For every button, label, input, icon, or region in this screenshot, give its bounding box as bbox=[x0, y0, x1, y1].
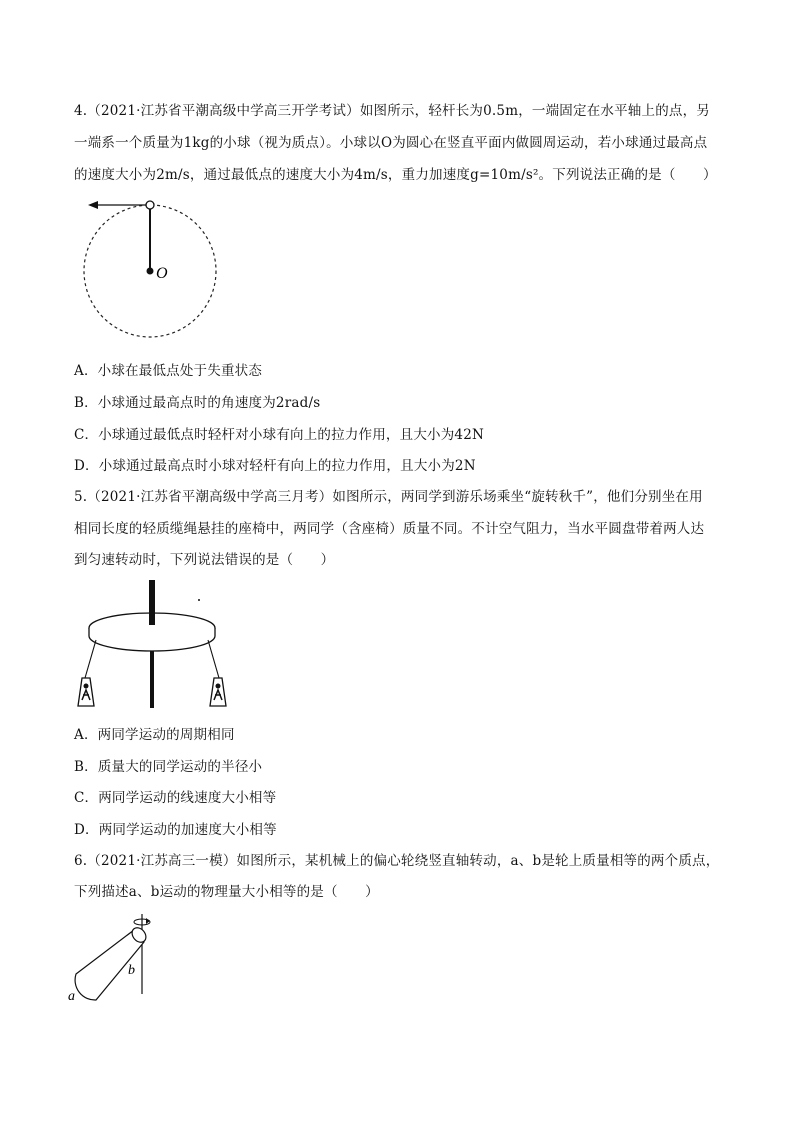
q5-stem-line-2: 相同长度的轻质缆绳悬挂的座椅中，两同学（含座椅）质量不同。不计空气阻力，当水平圆盘带着两人达 bbox=[74, 521, 705, 537]
left-seat bbox=[78, 678, 94, 706]
right-cable bbox=[208, 640, 219, 678]
pivot-point-o bbox=[147, 268, 154, 275]
q5-option-d: D．两同学运动的加速度大小相等 bbox=[74, 822, 277, 838]
axis-top bbox=[149, 580, 155, 625]
q5-option-c: C．两同学运动的线速度大小相等 bbox=[74, 790, 277, 806]
q4-stem-line-1: 4.（2021·江苏省平潮高级中学高三开学考试）如图所示，轻杆长为0.5m，一端固定在水平轴上的点，另 bbox=[74, 103, 710, 119]
q6-stem-line-2: 下列描述a、b运动的物理量大小相等的是（ ） bbox=[74, 884, 379, 900]
q6-stem-line-1: 6.（2021·江苏高三一模）如图所示，某机械上的偏心轮绕竖直轴转动，a、b是轮上质量相等的两个质点， bbox=[74, 853, 720, 869]
q5-stem-line-1: 5.（2021·江苏省平潮高级中学高三月考）如图所示，两同学到游乐场乘坐“旋转秋千”，他们分别坐在用 bbox=[74, 489, 703, 505]
disk-rim bbox=[89, 628, 215, 651]
label-b: b bbox=[128, 963, 135, 978]
q4-option-b: B．小球通过最高点时的角速度为2rad/s bbox=[74, 395, 321, 411]
q4-stem-line-2: 一端系一个质量为1kg的小球（视为质点）。小球以O为圆心在竖直平面内做圆周运动，若小球通过最高点 bbox=[74, 135, 708, 151]
q4-option-d: D．小球通过最高点时小球对轻杆有向上的拉力作用，且大小为2N bbox=[74, 458, 476, 474]
speck bbox=[198, 599, 200, 601]
q5-option-b: B．质量大的同学运动的半径小 bbox=[74, 759, 263, 775]
q6-figure-eccentric-wheel bbox=[66, 912, 166, 1007]
q5-option-a: A．两同学运动的周期相同 bbox=[74, 727, 235, 743]
q4-option-a: A．小球在最低点处于失重状态 bbox=[74, 363, 263, 379]
arrow-head-icon bbox=[88, 201, 98, 209]
q5-stem-line-3: 到匀速转动时，下列说法错误的是（ ） bbox=[74, 552, 335, 568]
ball bbox=[146, 201, 154, 209]
q4-figure-circle-rod bbox=[80, 195, 225, 345]
q5-figure-swing-ride bbox=[72, 578, 232, 713]
q4-option-c: C．小球通过最低点时轻杆对小球有向上的拉力作用，且大小为42N bbox=[74, 427, 485, 443]
left-cable bbox=[85, 640, 96, 678]
q4-stem-line-3: 的速度大小为2m/s，通过最低点的速度大小为4m/s，重力加速度g=10m/s²。下列说法正确的是（ ） bbox=[74, 167, 717, 183]
label-a: a bbox=[68, 989, 75, 1004]
right-seat bbox=[210, 678, 226, 706]
label-o: O bbox=[156, 265, 168, 282]
